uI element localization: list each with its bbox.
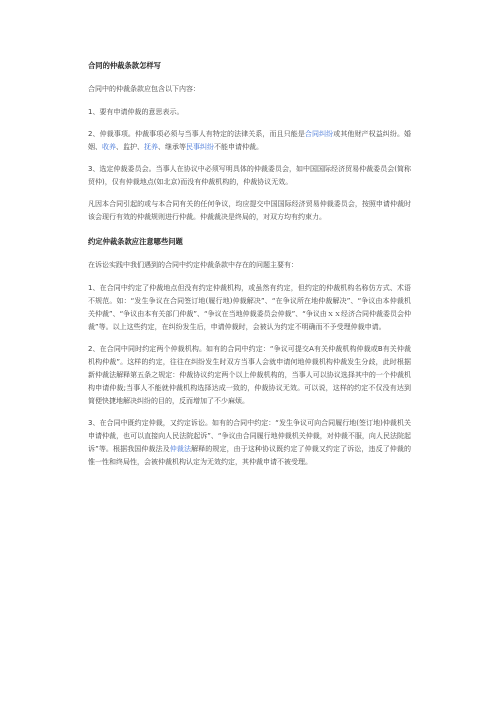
text-fragment: 3、在合同中既约定仲裁，又约定诉讼。如有的合同中约定：“发生争议可向合同履行地(签订地)仲裁机关申请仲裁，也可以直接向人民法院起诉”、“争议由合同履行地仲裁机关仲裁，对仲裁不服，向人民法院起诉”等。根据我国仲裁法及 [88, 419, 411, 453]
link-civil-dispute[interactable]: 民事纠纷 [186, 143, 214, 151]
link-contract-dispute[interactable]: 合同纠纷 [304, 130, 334, 138]
section2-item-1: 1、在合同中约定了仲裁地点但没有约定仲裁机构，或虽然有约定，但约定的仲裁机构名称仿方式、术语不规范。如：“发生争议在合同签订地(履行地)仲裁解决”、“在争议所在地仲裁解决”、“争议由本仲裁机关仲裁”、“争议由本有关部门仲裁”、“争议在当地仲裁委员会仲裁”、“争议由ｘｘ经济合同仲裁委员会仲裁”等。以上这些约定，在纠纷发生后，申请仲裁时，会被认为约定不明确而不予受理仲裁申请。 [88, 284, 411, 331]
link-arbitration-law[interactable]: 仲裁法 [169, 445, 192, 453]
section-title-notes: 约定仲裁条款应注意哪些问题 [88, 237, 183, 246]
section-title-how-to-write: 合同的仲裁条款怎样写 [88, 61, 161, 70]
text-fragment: 、继承等 [158, 143, 186, 151]
section2-intro: 在诉讼实践中我们遇到的合同中约定仲裁条款中存在的问题主要有： [88, 261, 298, 269]
text-fragment: 不能申请仲裁。 [214, 143, 263, 151]
text-fragment: 、监护、 [116, 143, 144, 151]
section1-item-2 [88, 128, 411, 154]
text-fragment: 解释的规定，由于这种协议既约定了仲裁又约定了诉讼，违反了仲裁的惟一性和终局性，会被仲裁机构认定为无效约定，其仲裁申请不被受理。 [88, 445, 411, 466]
text-fragment: 2、仲裁事项。仲裁事项必须与当事人有特定的法律关系，而且只能是 [88, 130, 305, 138]
section2-item-2: 2、在合同中同时约定两个仲裁机构。如有的合同中约定：“争议可提交A有关仲裁机构仲裁或B有关仲裁机构仲裁”。这样的约定，往往在纠纷发生时双方当事人会就申请何地仲裁机构仲裁发生分歧，此时根据新仲裁法解释第五条之规定：仲裁协议约定两个以上仲裁机构的，当事人可以协议选择其中的一个仲裁机构申请仲裁;当事人不能就仲裁机构选择达成一致的，仲裁协议无效。可以说，这样的约定不仅没有达到简便快捷地解决纠纷的目的，反而增加了不少麻烦。 [88, 345, 411, 405]
section1-closing-clause: 凡因本合同引起的或与本合同有关的任何争议，均应提交中国国际经济贸易仲裁委员会，按照申请仲裁时该会现行有效的仲裁规则进行仲裁。仲裁裁决是终局的，对双方均有约束力。 [88, 200, 411, 221]
link-adoption[interactable]: 收养 [102, 143, 116, 151]
text-fragment: 或其他财产权益纠纷。婚姻、 [88, 130, 412, 151]
section1-item-1: 1、要有申请仲裁的意思表示。 [88, 108, 184, 116]
document-body [88, 60, 411, 478]
section1-intro: 合同中的仲裁条款应包含以下内容： [88, 85, 200, 93]
section2-item-3 [88, 417, 411, 469]
section1-item-3: 3、选定仲裁委员会。当事人在协议中必须写明具体的仲裁委员会，如中国国际经济贸易仲裁委员会(简称贸仲)，仅有仲裁地点(如北京)而没有仲裁机构的，仲裁协议无效。 [88, 165, 411, 186]
link-support[interactable]: 抚养 [144, 143, 158, 151]
